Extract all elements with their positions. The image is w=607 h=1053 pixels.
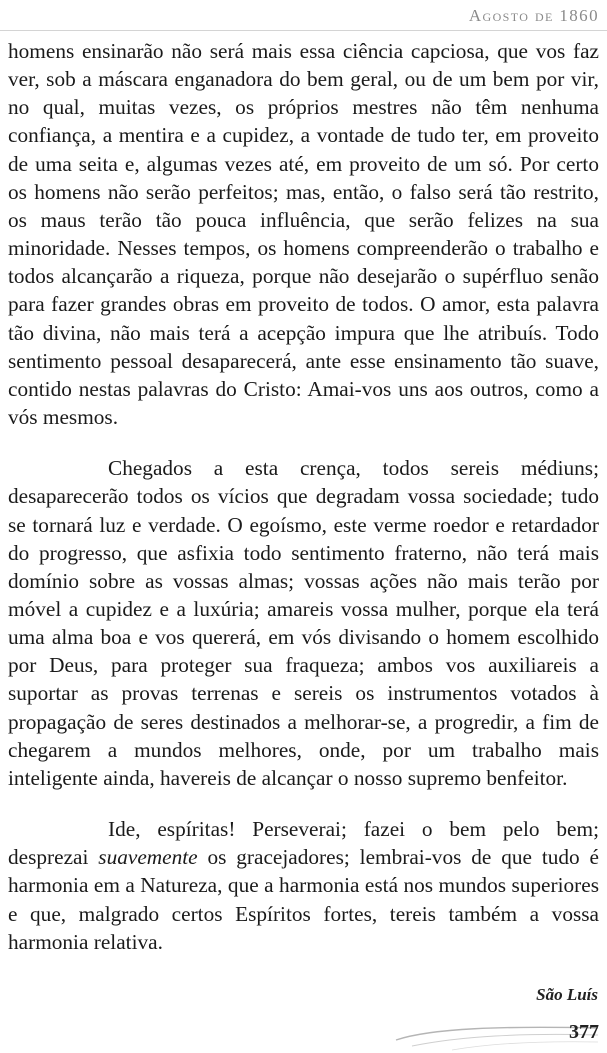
signature: São Luís xyxy=(536,985,598,1004)
running-header: Agosto de 1860 xyxy=(468,6,599,25)
page-number: 377 xyxy=(569,1021,599,1043)
paragraph-continuation: homens ensinarão não será mais essa ciência capciosa, que vos faz ver, sob a máscara enganadora do bem geral, ou de um bem por vir, no qual, muitas vezes, os próprios mestres não têm nenhuma confiança, a mentira e a cupidez, a vontade de tudo ter, em proveito de uma seita e, algumas vezes até, em proveito de um só. Por certo os homens não serão perfeitos; mas, então, o falso será tão restrito, os maus terão tão pouca influência, que serão felizes na sua minoridade. Nesses tempos, os homens compreenderão o trabalho e todos alcançarão a riqueza, porque não desejarão o supérfluo senão para fazer grandes obras em proveito de todos. O amor, esta palavra tão divina, não mais terá a acepção impura que lhe atribuís. Todo sentimento pessoal desaparecerá, ante esse ensinamento tão suave, contido nestas palavras do Cristo: Amai-vos uns aos outros, como a vós mesmos. xyxy=(8,39,599,430)
paragraph-exhortation-start: Ide, espíritas! Perseverai; fazei o bem pelo bem; desprezai xyxy=(8,817,599,870)
body-text xyxy=(8,37,599,956)
paragraph-exhortation-end: os gracejadores; lembrai-vos de que tudo é harmonia em a Natureza, que a harmonia está nos mundos superiores e que, malgrado certos Espíritos fortes, tereis também a vossa harmonia relativa. xyxy=(8,845,600,954)
paragraph-mediums: Chegados a esta crença, todos sereis médiuns; desaparecerão todos os vícios que degradam vossa sociedade; tudo se tornará luz e verdade. O egoísmo, este verme roedor e retardador do progresso, que asfixia todo sentimento fraterno, não terá mais domínio sobre as vossas almas; vossas ações não mais terão por móvel a cupidez e a luxúria; amareis vossa mulher, porque ela terá uma alma boa e vos quererá, em vós divisando o homem escolhido por Deus, para proteger sua fraqueza; ambos vos auxiliareis a suportar as provas terrenas e sereis os instrumentos votados à propagação de seres destinados a melhorar-se, a progredir, a fim de chegarem a mundos melhores, onde, por um trabalho mais inteligente ainda, havereis de alcançar o nosso supremo benfeitor. xyxy=(8,456,599,790)
emphasized-word: suavemente xyxy=(98,845,198,870)
header-divider xyxy=(0,30,607,31)
paragraph-exhortation xyxy=(8,815,599,956)
